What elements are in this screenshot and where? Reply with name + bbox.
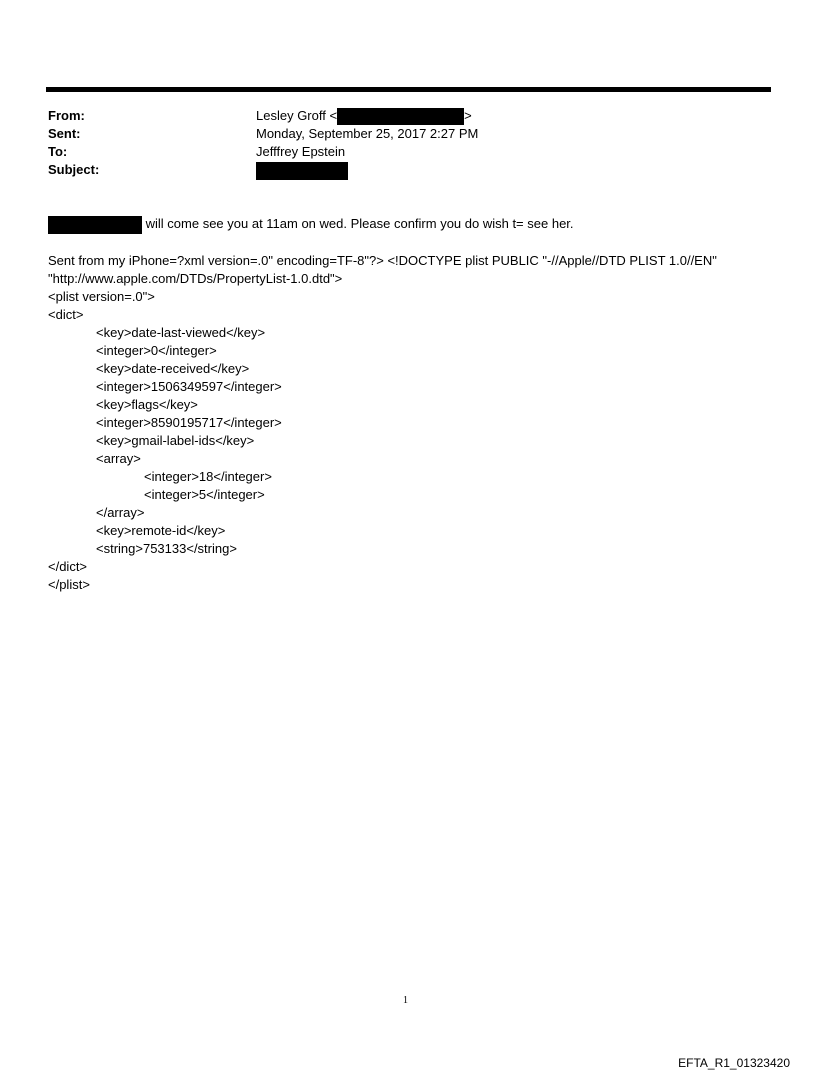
- plist-line: </plist>: [48, 576, 90, 592]
- redacted-subject: [256, 162, 348, 180]
- from-value-end: >: [464, 108, 472, 123]
- email-body: [48, 215, 778, 594]
- plist-line: <string>753133</string>: [96, 540, 237, 556]
- header-rule: [46, 87, 771, 92]
- from-value: [256, 107, 472, 125]
- to-label: To:: [48, 144, 68, 159]
- plist-line: Sent from my iPhone=?xml version=.0" encoding=TF-8"?> <!DOCTYPE plist PUBLIC "-//Apple//DTD PLIST 1.0//EN": [48, 252, 717, 268]
- from-label: From:: [48, 108, 85, 123]
- from-name: Lesley Groff <: [256, 108, 338, 123]
- plist-line: <integer>18</integer>: [144, 468, 272, 484]
- plist-line: <key>flags</key>: [96, 396, 198, 412]
- subject-label: Subject:: [48, 162, 100, 177]
- plist-line: <key>gmail-label-ids</key>: [96, 432, 255, 448]
- plist-line: <plist version=.0">: [48, 288, 155, 304]
- sent-value: Monday, September 25, 2017 2:27 PM: [256, 126, 479, 141]
- plist-line: <integer>8590195717</integer>: [96, 414, 282, 430]
- plist-line: <key>date-received</key>: [96, 360, 250, 376]
- plist-block: [48, 252, 778, 594]
- redacted-email: [337, 108, 464, 125]
- plist-line: <array>: [96, 450, 141, 466]
- plist-line: <key>remote-id</key>: [96, 522, 226, 538]
- plist-line: </dict>: [48, 558, 88, 574]
- plist-line: </array>: [96, 504, 145, 520]
- plist-line: <integer>1506349597</integer>: [96, 378, 282, 394]
- message-line: [48, 215, 778, 234]
- plist-line: "http://www.apple.com/DTDs/PropertyList-1.0.dtd">: [48, 270, 343, 286]
- plist-line: <key>date-last-viewed</key>: [96, 324, 266, 340]
- page-number: 1: [403, 995, 408, 1006]
- subject-value: [256, 161, 348, 180]
- sent-label: Sent:: [48, 126, 81, 141]
- plist-line: <dict>: [48, 306, 84, 322]
- to-value: Jefffrey Epstein: [256, 144, 346, 159]
- document-id: EFTA_R1_01323420: [678, 1056, 790, 1070]
- plist-line: <integer>0</integer>: [96, 342, 217, 358]
- message-text: will come see you at 11am on wed. Please confirm you do wish t= see her.: [145, 216, 574, 231]
- plist-line: <integer>5</integer>: [144, 486, 265, 502]
- redacted-name: [48, 216, 142, 234]
